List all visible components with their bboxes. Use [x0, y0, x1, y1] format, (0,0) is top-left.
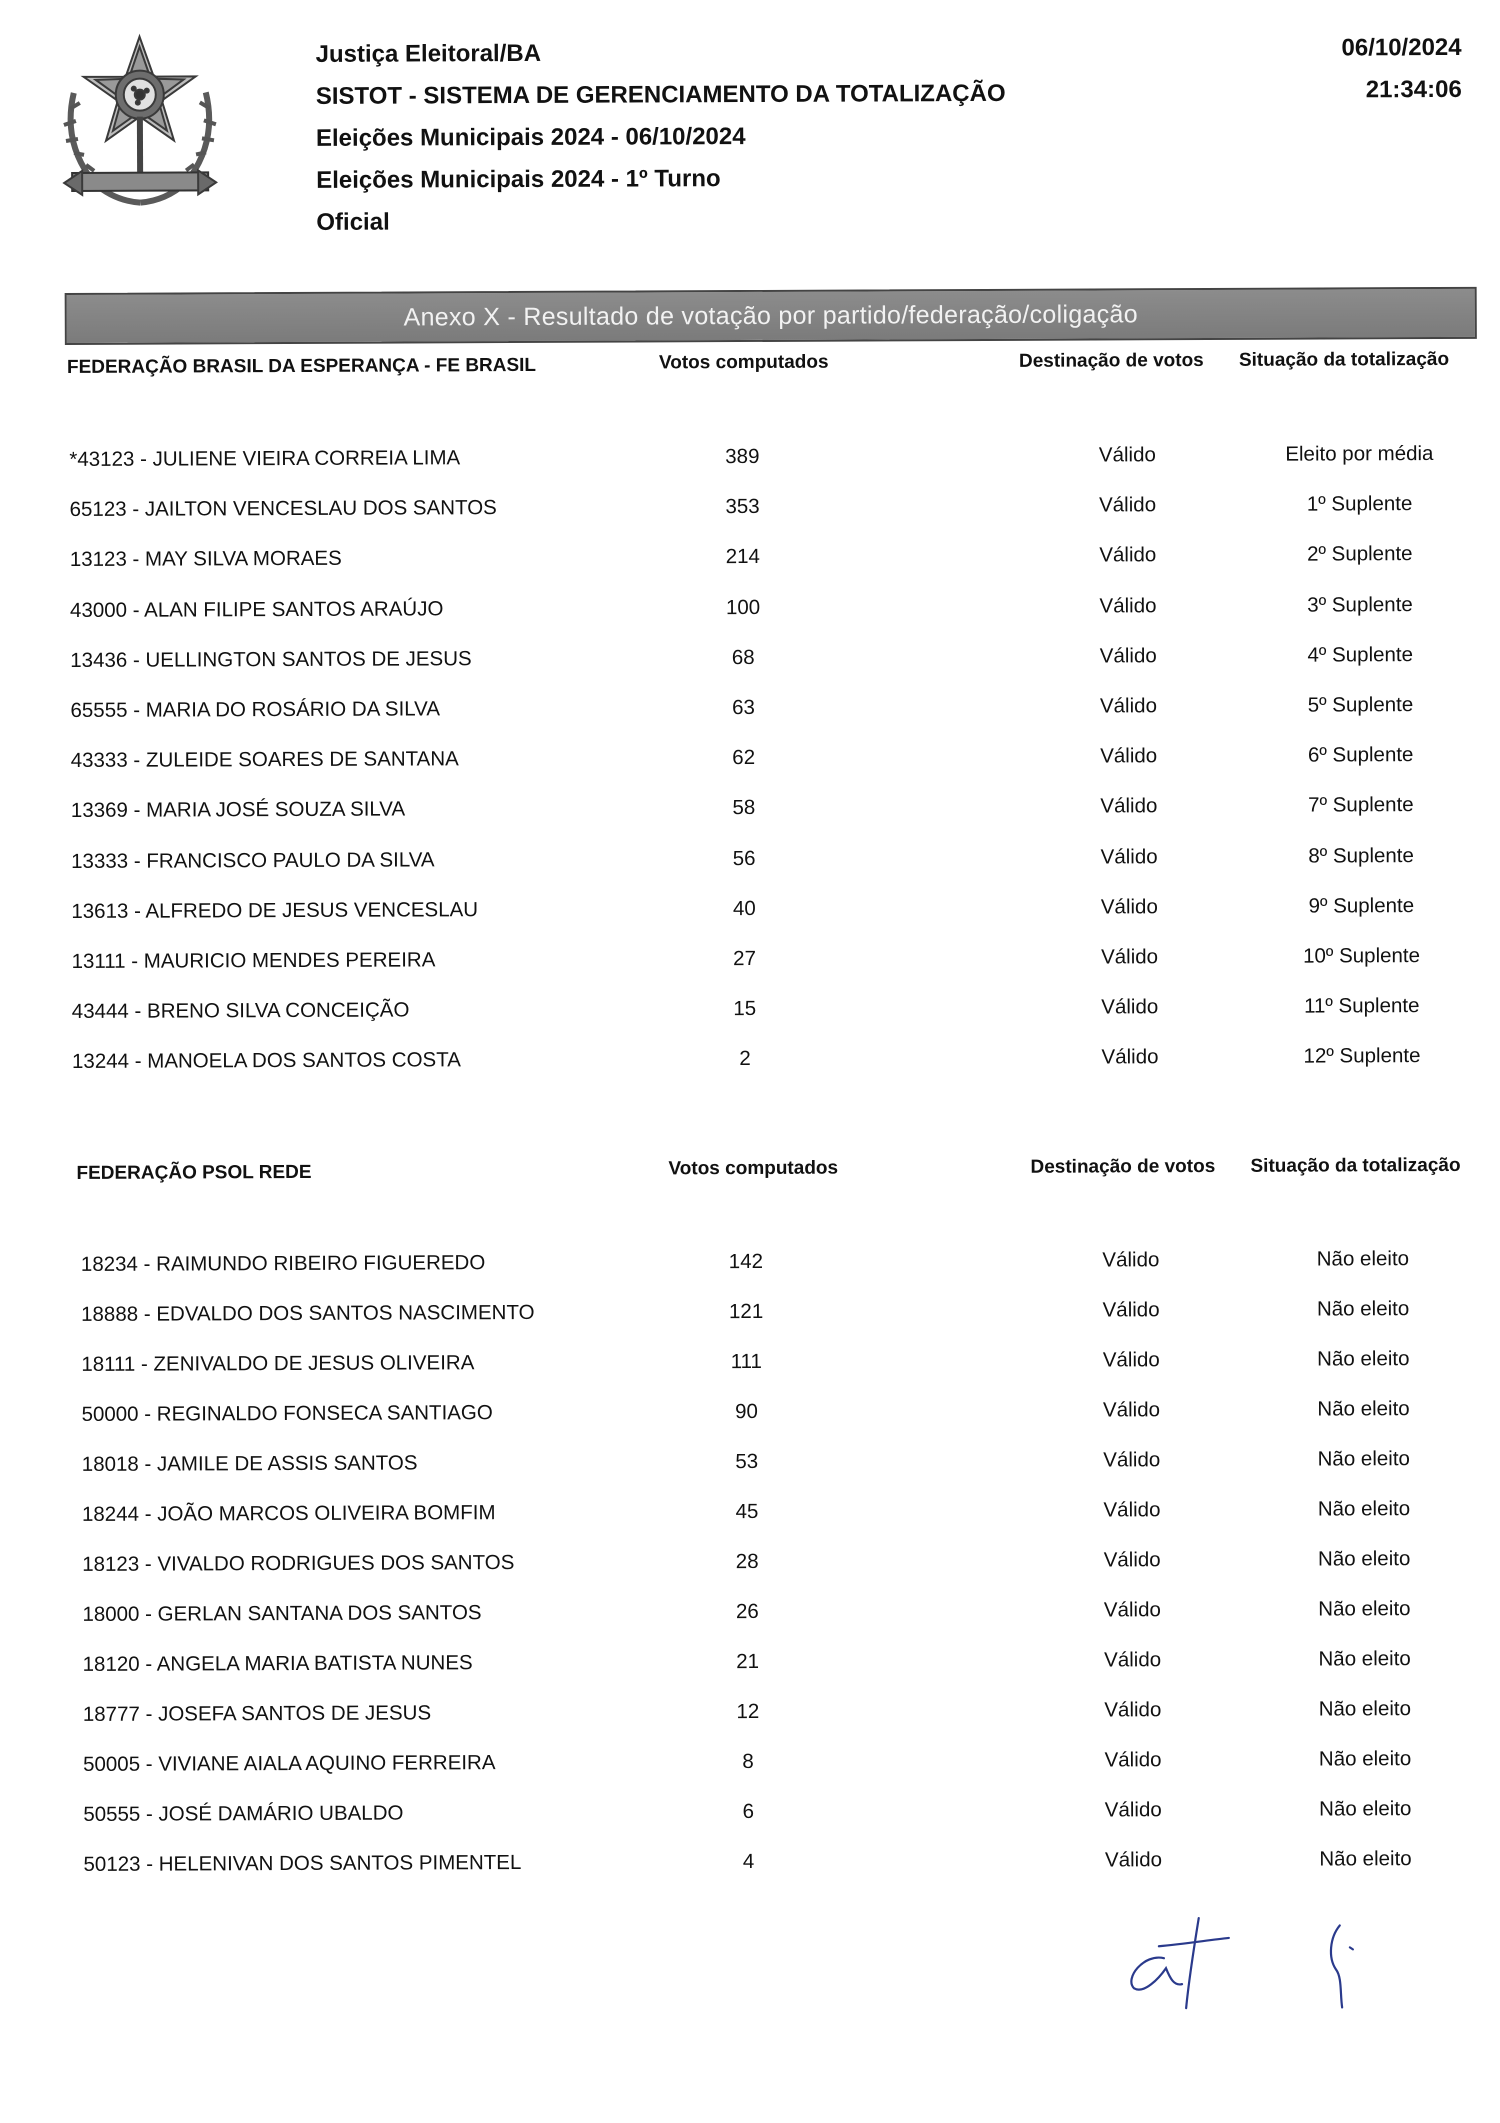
vote-destination: Válido	[1104, 1648, 1162, 1672]
vote-destination: Válido	[1103, 1598, 1161, 1622]
totalization-status: Não eleito	[1319, 1797, 1412, 1821]
candidate-name: 65555 - MARIA DO ROSÁRIO DA SILVA	[70, 697, 441, 722]
candidate-name: 13123 - MAY SILVA MORAES	[69, 547, 342, 572]
votes-count: 90	[735, 1399, 758, 1424]
candidate-name: 13369 - MARIA JOSÉ SOUZA SILVA	[70, 797, 406, 823]
vote-destination: Válido	[1102, 1348, 1160, 1372]
election-date: Eleições Municipais 2024 - 06/10/2024	[315, 123, 746, 152]
vote-destination: Válido	[1103, 1498, 1161, 1522]
candidate-name: 43000 - ALAN FILIPE SANTOS ARAÚJO	[69, 596, 444, 622]
totalization-status: 9º Suplente	[1308, 893, 1415, 918]
totalization-status: Não eleito	[1318, 1747, 1412, 1771]
totalization-status: Não eleito	[1317, 1547, 1411, 1571]
votes-count: 12	[736, 1699, 760, 1724]
totalization-status: Não eleito	[1318, 1647, 1411, 1671]
section-title: FEDERAÇÃO PSOL REDE	[76, 1161, 312, 1184]
table-row	[0, 743, 1499, 800]
brazil-coat-of-arms-icon	[54, 32, 227, 211]
vote-destination: Válido	[1104, 1848, 1163, 1872]
candidate-name: 13333 - FRANCISCO PAULO DA SILVA	[71, 847, 435, 873]
vote-destination: Válido	[1101, 1045, 1159, 1069]
totalization-status: 11º Suplente	[1304, 994, 1420, 1018]
table-row	[1, 1397, 1500, 1454]
col-votes-header: Votos computados	[658, 351, 829, 374]
candidate-name: 50000 - REGINALDO FONSECA SANTIAGO	[81, 1401, 493, 1426]
votes-count: 56	[732, 846, 756, 870]
table-row	[0, 442, 1498, 499]
candidate-name: 13244 - MANOELA DOS SANTOS COSTA	[71, 1048, 461, 1074]
candidate-name: 13613 - ALFREDO DE JESUS VENCESLAU	[71, 897, 479, 923]
vote-destination: Válido	[1104, 1798, 1162, 1822]
table-row	[2, 1497, 1500, 1554]
votes-count: 63	[732, 695, 755, 720]
votes-count: 53	[735, 1449, 759, 1474]
vote-destination: Válido	[1100, 895, 1158, 919]
votes-count: 142	[728, 1249, 764, 1274]
totalization-status: 6º Suplente	[1307, 743, 1414, 767]
candidate-name: 43444 - BRENO SILVA CONCEIÇÃO	[71, 998, 410, 1024]
votes-count: 2	[739, 1047, 751, 1071]
candidate-name: 43333 - ZULEIDE SOARES DE SANTANA	[70, 747, 459, 773]
votes-count: 21	[736, 1649, 760, 1674]
votes-count: 353	[725, 495, 760, 519]
totalization-status: Não eleito	[1317, 1347, 1410, 1371]
vote-destination: Válido	[1099, 543, 1157, 567]
vote-destination: Válido	[1103, 1448, 1161, 1472]
votes-count: 27	[733, 946, 757, 971]
table-row	[3, 1647, 1500, 1704]
candidate-name: 50555 - JOSÉ DAMÁRIO UBALDO	[83, 1801, 404, 1826]
vote-destination: Válido	[1099, 493, 1157, 517]
totalization-status: Não eleito	[1317, 1397, 1410, 1421]
table-row	[0, 643, 1498, 700]
totalization-status: 8º Suplente	[1308, 843, 1414, 868]
totalization-status: Não eleito	[1316, 1297, 1410, 1321]
totalization-status: 3º Suplente	[1307, 592, 1413, 617]
timestamp	[1341, 27, 1461, 112]
section-psol-rede	[0, 1154, 1500, 1876]
annex-banner: Anexo X - Resultado de votação por partido/federação/coligação	[65, 287, 1477, 345]
table-row	[3, 1847, 1500, 1904]
votes-count: 4	[742, 1849, 755, 1874]
candidate-name: 18111 - ZENIVALDO DE JESUS OLIVEIRA	[81, 1351, 475, 1376]
votes-count: 8	[742, 1749, 754, 1774]
votes-count: 26	[735, 1599, 759, 1624]
vote-destination: Válido	[1102, 1298, 1160, 1322]
totalization-status: 5º Suplente	[1307, 693, 1414, 717]
vote-destination: Válido	[1101, 945, 1159, 969]
totalization-status: 2º Suplente	[1306, 542, 1413, 566]
totalization-status: 12º Suplente	[1303, 1044, 1421, 1068]
section-fe-brasil	[0, 348, 1497, 1074]
vote-destination: Válido	[1099, 644, 1157, 668]
totalization-status: 10º Suplente	[1303, 944, 1421, 968]
election-round: Eleições Municipais 2024 - 1º Turno	[316, 165, 721, 194]
candidate-name: 18888 - EDVALDO DOS SANTOS NASCIMENTO	[81, 1300, 535, 1326]
candidate-name: 18244 - JOÃO MARCOS OLIVEIRA BOMFIM	[81, 1501, 496, 1526]
section-title: FEDERAÇÃO BRASIL DA ESPERANÇA - FE BRASIL	[66, 354, 537, 378]
table-row	[3, 1697, 1500, 1754]
candidate-name: 13436 - UELLINGTON SANTOS DE JESUS	[70, 647, 472, 672]
vote-destination: Válido	[1099, 593, 1157, 618]
candidate-name: 13111 - MAURICIO MENDES PEREIRA	[71, 948, 436, 973]
totalization-status: Eleito por média	[1285, 442, 1434, 466]
org-name: Justiça Eleitoral/BA	[315, 39, 542, 68]
candidate-name: 18777 - JOSEFA SANTOS DE JESUS	[82, 1701, 432, 1726]
signatures	[1104, 1897, 1405, 2028]
candidate-name: 18123 - VIVALDO RODRIGUES DOS SANTOS	[82, 1551, 515, 1576]
totalization-status: Não eleito	[1317, 1497, 1411, 1521]
candidate-name: 18018 - JAMILE DE ASSIS SANTOS	[81, 1451, 418, 1476]
table-row	[0, 793, 1499, 850]
vote-destination: Válido	[1100, 844, 1158, 869]
votes-count: 111	[730, 1349, 762, 1374]
votes-count: 58	[732, 796, 756, 820]
votes-count: 6	[742, 1799, 755, 1824]
vote-destination: Válido	[1100, 744, 1158, 768]
table-row	[1, 1297, 1500, 1354]
table-row	[0, 843, 1499, 900]
votes-count: 214	[725, 545, 760, 569]
col-sit-header: Situação da totalização	[1250, 1154, 1461, 1177]
votes-count: 121	[728, 1299, 764, 1324]
report-date: 06/10/2024	[1341, 33, 1462, 62]
votes-count: 45	[735, 1499, 759, 1524]
system-name: SISTOT - SISTEMA DE GERENCIAMENTO DA TOTALIZAÇÃO	[315, 79, 1006, 110]
votes-count: 28	[735, 1549, 759, 1574]
candidate-name: 65123 - JAILTON VENCESLAU DOS SANTOS	[69, 496, 497, 522]
vote-destination: Válido	[1104, 1748, 1162, 1772]
votes-count: 100	[725, 595, 761, 619]
totalization-status: Não eleito	[1318, 1597, 1411, 1621]
table-row	[0, 1044, 1500, 1101]
totalization-status: 1º Suplente	[1306, 492, 1413, 516]
vote-destination: Válido	[1101, 995, 1159, 1019]
totalization-status: 4º Suplente	[1307, 642, 1414, 667]
vote-destination: Válido	[1098, 443, 1156, 467]
table-row	[3, 1747, 1500, 1804]
table-row	[2, 1447, 1500, 1504]
vote-destination: Válido	[1102, 1248, 1160, 1272]
table-row	[2, 1547, 1500, 1604]
votes-count: 62	[732, 746, 756, 770]
col-sit-header: Situação da totalização	[1238, 348, 1450, 371]
votes-count: 389	[725, 444, 760, 469]
candidate-name: 18234 - RAIMUNDO RIBEIRO FIGUEREDO	[80, 1251, 486, 1276]
report-status: Oficial	[316, 208, 390, 236]
vote-destination: Válido	[1104, 1698, 1162, 1722]
candidate-name: 50123 - HELENIVAN DOS SANTOS PIMENTEL	[83, 1851, 522, 1876]
table-row	[0, 944, 1500, 1001]
table-row	[1, 1347, 1500, 1404]
totalization-status: Não eleito	[1317, 1447, 1410, 1471]
table-row	[0, 592, 1498, 649]
table-row	[1, 1247, 1500, 1304]
candidate-name: 18120 - ANGELA MARIA BATISTA NUNES	[82, 1651, 473, 1676]
vote-destination: Válido	[1102, 1398, 1161, 1422]
table-row	[2, 1597, 1500, 1654]
totalization-status: 7º Suplente	[1308, 793, 1414, 817]
vote-destination: Válido	[1103, 1548, 1161, 1572]
report-time: 21:34:06	[1365, 75, 1462, 104]
col-votes-header: Votos computados	[668, 1157, 839, 1180]
totalization-status: Não eleito	[1319, 1847, 1412, 1871]
totalization-status: Não eleito	[1318, 1697, 1412, 1721]
table-row	[0, 894, 1499, 951]
votes-count: 15	[733, 997, 757, 1021]
totalization-status: Não eleito	[1316, 1247, 1410, 1271]
candidate-name: 50005 - VIVIANE AIALA AQUINO FERREIRA	[83, 1751, 496, 1776]
candidate-name: 18000 - GERLAN SANTANA DOS SANTOS	[82, 1601, 482, 1626]
col-dest-header: Destinação de votos	[1018, 350, 1204, 372]
table-row	[0, 994, 1500, 1051]
col-dest-header: Destinação de votos	[1030, 1155, 1216, 1178]
vote-destination: Válido	[1099, 694, 1158, 718]
table-row	[0, 492, 1498, 549]
votes-count: 40	[732, 896, 756, 920]
votes-count: 68	[731, 645, 755, 669]
table-row	[0, 693, 1499, 750]
vote-destination: Válido	[1100, 794, 1158, 818]
report-header	[316, 31, 1007, 244]
candidate-name: *43123 - JULIENE VIEIRA CORREIA LIMA	[69, 446, 461, 471]
table-row	[3, 1797, 1500, 1854]
table-row	[0, 542, 1498, 599]
